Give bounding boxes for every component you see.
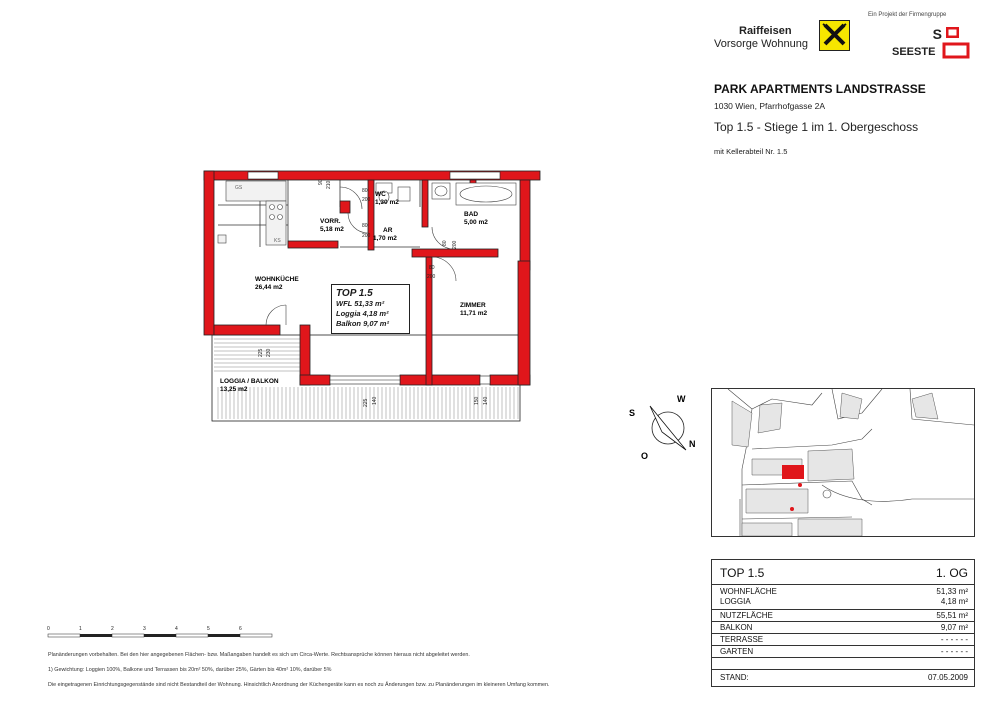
dim-200-wc: 200 <box>362 197 371 203</box>
info-table-header <box>712 560 974 585</box>
area-box-top: TOP 1.5 <box>336 288 373 299</box>
info-terrasse-value: - - - - - - <box>940 635 968 644</box>
info-floor: 1. OG <box>935 566 968 580</box>
room-ar-area: 1,70 m2 <box>373 235 397 242</box>
info-garten-label: GARTEN <box>720 647 754 656</box>
compass-s: S <box>629 408 636 418</box>
svg-text:S: S <box>932 26 942 42</box>
note-weighting: 1) Gewichtung: Loggien 100%, Balkone und Terrassen bis 20m² 50%, darüber 25%, Gärten bis 40m² 10%, darüber 5% <box>48 667 332 673</box>
seeste-logo <box>890 25 972 59</box>
dim-150: 150 <box>474 396 480 405</box>
scale-bar <box>44 622 284 642</box>
info-top: TOP 1.5 <box>720 566 765 580</box>
compass-w: W <box>677 394 686 404</box>
dim-80-zimmer: 80 <box>429 265 435 271</box>
dim-80-ar: 80 <box>362 223 368 229</box>
info-nutzflaeche-label: NUTZFLÄCHE <box>720 611 773 620</box>
room-wohnkueche-name: WOHNKÜCHE <box>255 276 299 283</box>
brand-subtitle: Vorsorge Wohnung <box>714 38 808 50</box>
dim-230: 230 <box>266 348 272 357</box>
kitchen-counter <box>218 181 286 245</box>
info-nutzflaeche-value: 55,51 m² <box>936 611 968 620</box>
fixture-gs: GS <box>235 185 243 191</box>
cellar-note: mit Kellerabteil Nr. 1.5 <box>714 147 788 156</box>
room-wohnkueche-area: 26,44 m2 <box>255 284 283 291</box>
dim-140-b: 140 <box>483 396 489 405</box>
info-row-terrasse <box>712 634 974 646</box>
scale-tick-label: 4 <box>175 626 178 632</box>
project-title: PARK APARTMENTS LANDSTRASSE <box>714 82 926 96</box>
info-row-wohnflaeche <box>712 585 974 610</box>
room-vorr-name: VORR. <box>320 218 341 225</box>
room-zimmer-area: 11,71 m2 <box>460 310 488 317</box>
area-box-balkon: Balkon 9,07 m² <box>336 319 389 328</box>
scale-tick-label: 1 <box>79 626 82 632</box>
dim-90: 90 <box>318 179 324 185</box>
info-row-garten <box>712 646 974 658</box>
compass-icon <box>628 390 708 470</box>
info-balkon-label: BALKON <box>720 623 753 632</box>
area-summary-box <box>331 284 410 334</box>
compass-n: N <box>689 439 696 449</box>
project-address: 1030 Wien, Pfarrhofgasse 2A <box>714 101 826 111</box>
project-note: Ein Projekt der Firmengruppe <box>868 12 947 18</box>
scale-tick-label: 5 <box>207 626 210 632</box>
dim-80-wc: 80 <box>362 188 368 194</box>
scale-tick-label: 2 <box>111 626 114 632</box>
info-balkon-value: 9,07 m² <box>940 623 968 632</box>
note-furniture: Die eingetragenen Einrichtungsgegenstände sind nicht Bestandteil der Wohnung. Hinsichtlich Anordnung der Küchengeräte kann es noch zu Änderungen bzw. zu Planänderungen im kleineren Umfang kommen. <box>48 682 550 688</box>
scale-tick-label: 0 <box>47 626 50 632</box>
site-map-unit-marker <box>782 465 804 479</box>
brand-name: Raiffeisen <box>739 25 792 37</box>
room-zimmer-name: ZIMMER <box>460 302 486 309</box>
room-ar-name: AR <box>383 227 393 234</box>
dim-225-a: 225 <box>258 348 264 357</box>
room-wc-area: 1,30 m2 <box>375 199 399 206</box>
info-wohnflaeche-value: 51,33 m² <box>936 587 968 596</box>
scale-tick-label: 3 <box>143 626 146 632</box>
scale-tick-label: 6 <box>239 626 242 632</box>
room-vorr-area: 5,18 m2 <box>320 226 344 233</box>
info-row-spacer <box>712 658 974 670</box>
info-row-stand <box>712 670 974 686</box>
note-plan-changes: Planänderungen vorbehalten. Bei den hier angegebenen Flächen- bzw. Maßangaben handelt es sich um Circa-Werte. Rechtsansprüche können hieraus nicht abgeleitet werden. <box>48 652 470 658</box>
unit-line: Top 1.5 - Stiege 1 im 1. Obergeschoss <box>714 120 919 134</box>
info-loggia-label: LOGGIA <box>720 597 751 606</box>
area-box-wfl: WFL 51,33 m² <box>336 299 385 308</box>
dim-80-bad: 80 <box>442 240 448 246</box>
info-stand-label: STAND: <box>720 673 749 682</box>
site-map <box>711 388 975 537</box>
dim-200-bad: 200 <box>452 240 458 249</box>
fixture-ks: KS <box>274 238 281 244</box>
room-wc-name: WC <box>375 191 386 198</box>
info-row-balkon <box>712 622 974 634</box>
dim-140-a: 140 <box>372 396 378 405</box>
info-stand-value: 07.05.2009 <box>927 673 968 682</box>
raiffeisen-logo <box>819 20 850 51</box>
room-loggia-area: 13,25 m2 <box>220 386 248 393</box>
info-wohnflaeche-label: WOHNFLÄCHE <box>720 587 777 596</box>
dim-200-zimmer: 200 <box>427 274 436 280</box>
room-bad-name: BAD <box>464 211 479 218</box>
compass-o: O <box>641 451 649 461</box>
info-row-nutzflaeche <box>712 610 974 622</box>
dim-210: 210 <box>326 180 332 189</box>
room-loggia-name: LOGGIA / BALKON <box>220 378 279 385</box>
info-loggia-value: 4,18 m² <box>940 597 968 606</box>
unit-info-table <box>711 559 975 687</box>
area-box-loggia: Loggia 4,18 m² <box>336 309 389 318</box>
room-bad-area: 5,00 m2 <box>464 219 488 226</box>
info-garten-value: - - - - - - <box>940 647 968 656</box>
dim-225-b: 225 <box>363 398 369 407</box>
seeste-logo-text: SEESTE <box>892 46 936 58</box>
dim-200-ar: 200 <box>362 233 371 239</box>
info-terrasse-label: TERRASSE <box>720 635 764 644</box>
site-map-drawing <box>712 389 974 536</box>
